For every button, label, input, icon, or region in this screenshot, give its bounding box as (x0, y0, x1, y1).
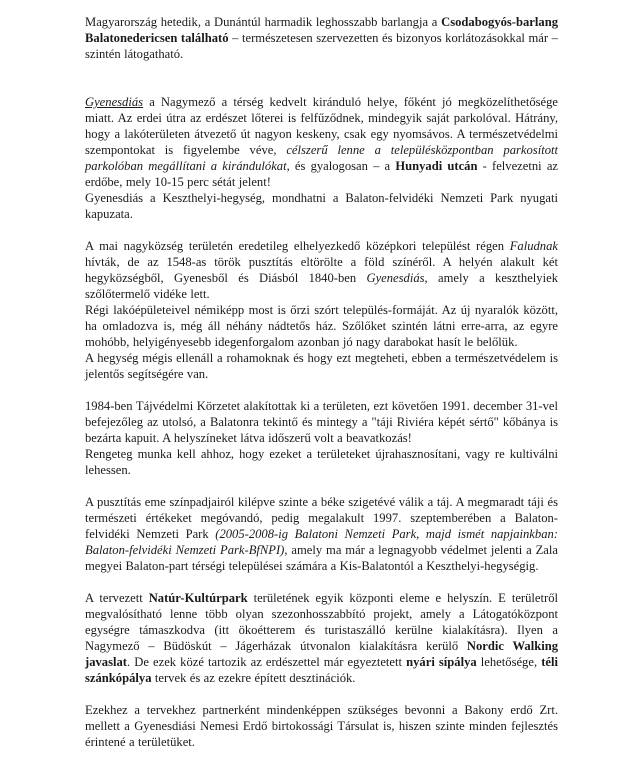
text-run: nyári sípálya (406, 655, 477, 669)
text-run: Gyenesdiás (366, 271, 425, 285)
text-run: Rengeteg munka kell ahhoz, hogy ezeket a területeket újrahasznosítani, vagy re kultiválni lehessen. (85, 447, 558, 477)
text-run: Gyenesdiás (85, 95, 144, 109)
paragraph (85, 94, 558, 190)
text-run: és gyalogosan – a (289, 159, 396, 173)
paragraph (85, 302, 558, 350)
paragraph (85, 238, 558, 302)
text-run: területének egyik központi eleme e helyszín. E területről megvalósítható lenne több olyan szezonhosszabbító projekt, amely a Látogatóközpont egységre támaszkodva (itt ökoétterem és turistaszálló kerülne kialakításra). Ilyen a Nagymező – Büdöskút – Jágerházak útvonalon kialakításra kerülő (85, 591, 558, 653)
text-run: A tervezett (85, 591, 149, 605)
paragraph (85, 350, 558, 382)
text-run: - felvezetni az erdőbe, mely 10-15 perc sétát jelent! (85, 159, 558, 189)
text-block (85, 398, 558, 478)
text-run: Faludnak (509, 239, 558, 253)
paragraph (85, 590, 558, 686)
text-run: Gyenesdiás a Keszthelyi-hegység, mondhatni a Balaton-felvidéki Nemzeti Park nyugati kapuzata. (85, 191, 558, 221)
text-run: téli szánkópálya (85, 655, 558, 685)
paragraph (85, 446, 558, 478)
text-run: a Nagymező a térség kedvelt kiránduló helye, főként jó megközelíthetősége miatt. Az erdei útra az erdészet lőterei is felfűződnek, mindegyik saját parkolóval. Hátrány, hogy a lakóterületen átvezető út nagyon keskeny, csak egy nyomsávos. A természetvédelmi szempontokat is figyelembe véve, (85, 95, 558, 157)
text-run: Natúr-Kultúrpark (148, 591, 248, 605)
text-block (85, 702, 558, 750)
text-run: hívták, de az 1548-as török pusztítás eltörölte a föld színéről. A helyén alakult két hegyközségből, Gyenesből és Diásból 1840-ben (85, 255, 558, 285)
paragraph (85, 14, 558, 62)
paragraph (85, 398, 558, 446)
text-block (85, 494, 558, 574)
text-run: . De ezek közé tartozik az erdészettel már egyeztetett (126, 655, 407, 669)
text-block (85, 238, 558, 382)
text-run: Csodabogyós-barlang Balatonedericsen található (85, 15, 558, 45)
text-run: A hegység mégis ellenáll a rohamoknak és hogy ezt megteheti, ebben a természetvédelem is jelentős segítségére van. (85, 351, 558, 381)
text-run: Ezekhez a tervekhez partnerként mindenképpen szükséges bevonni a Bakony erdő Zrt. mellett a Gyenesdiási Nemesi Erdő birtokossági Társulat is, hiszen szinte minden fejlesztés érintené a területüket. (85, 703, 558, 749)
paragraph (85, 190, 558, 222)
text-run: , amely ma már a legnagyobb védelmet jelenti a Zala megyei Balaton-part térségi települései számára a Kis-Balatontól a Keszthelyi-hegységig. (85, 543, 558, 573)
text-run: Régi lakóépületeivel némiképp most is őrzi szórt település-formáját. Az új nyaralók között, ha omladozva is, még áll néhány nádtetős ház. Szőlőket szintén látni erre-arra, az egyre mohóbb, helyigényesebb idegenforgalom azonban jó nagy darabokat hasít le belőlük. (85, 303, 558, 349)
text-run: A mai nagyközség területén eredetileg elhelyezkedő középkori települést régen (85, 239, 510, 253)
text-run: – természetesen szervezetten és bizonyos korlátozásokkal már – szintén látogatható. (85, 31, 558, 61)
text-run: tervek és az ezekre épített desztinációk. (151, 671, 356, 685)
text-block (85, 590, 558, 686)
text-run: 1984-ben Tájvédelmi Körzetet alakítottak ki a területen, ezt követően 1991. december 31-vel befejezőleg az utolsó, a Balatonra tekintő és mintegy a "táji Riviéra képét sértő" kőbánya is bezárta kapuit. A helyszíneket látva időszerű volt a beavatkozás! (85, 399, 558, 445)
text-run: Nordic Walking javaslat (85, 639, 558, 669)
text-run: Magyarország hetedik, a Dunántúl harmadik leghosszabb barlangja a (85, 15, 442, 29)
text-run: , amely a keszthelyiek szőlőtermelő vidéke lett. (85, 271, 558, 301)
text-block (85, 94, 558, 222)
text-run: lehetősége, (476, 655, 542, 669)
paragraph (85, 494, 558, 574)
text-run: (2005-2008-ig Balatoni Nemzeti Park, majd ismét napjainkban: Balaton-felvidéki Nemzeti Park-BfNPI) (85, 527, 558, 557)
text-run: A pusztítás eme színpadjairól kilépve szinte a béke szigetévé válik a táj. A megmaradt táji és természeti értékeket megóvandó, pedig megalakult 1997. szeptemberében a Balaton-felvidéki Nemzeti Park (85, 495, 558, 541)
text-run: célszerű lenne a településközpontban parkosított parkolóban megállítani a kirándulókat, (85, 143, 558, 173)
text-run: Hunyadi utcán (395, 159, 478, 173)
text-block (85, 14, 558, 62)
paragraph (85, 702, 558, 750)
